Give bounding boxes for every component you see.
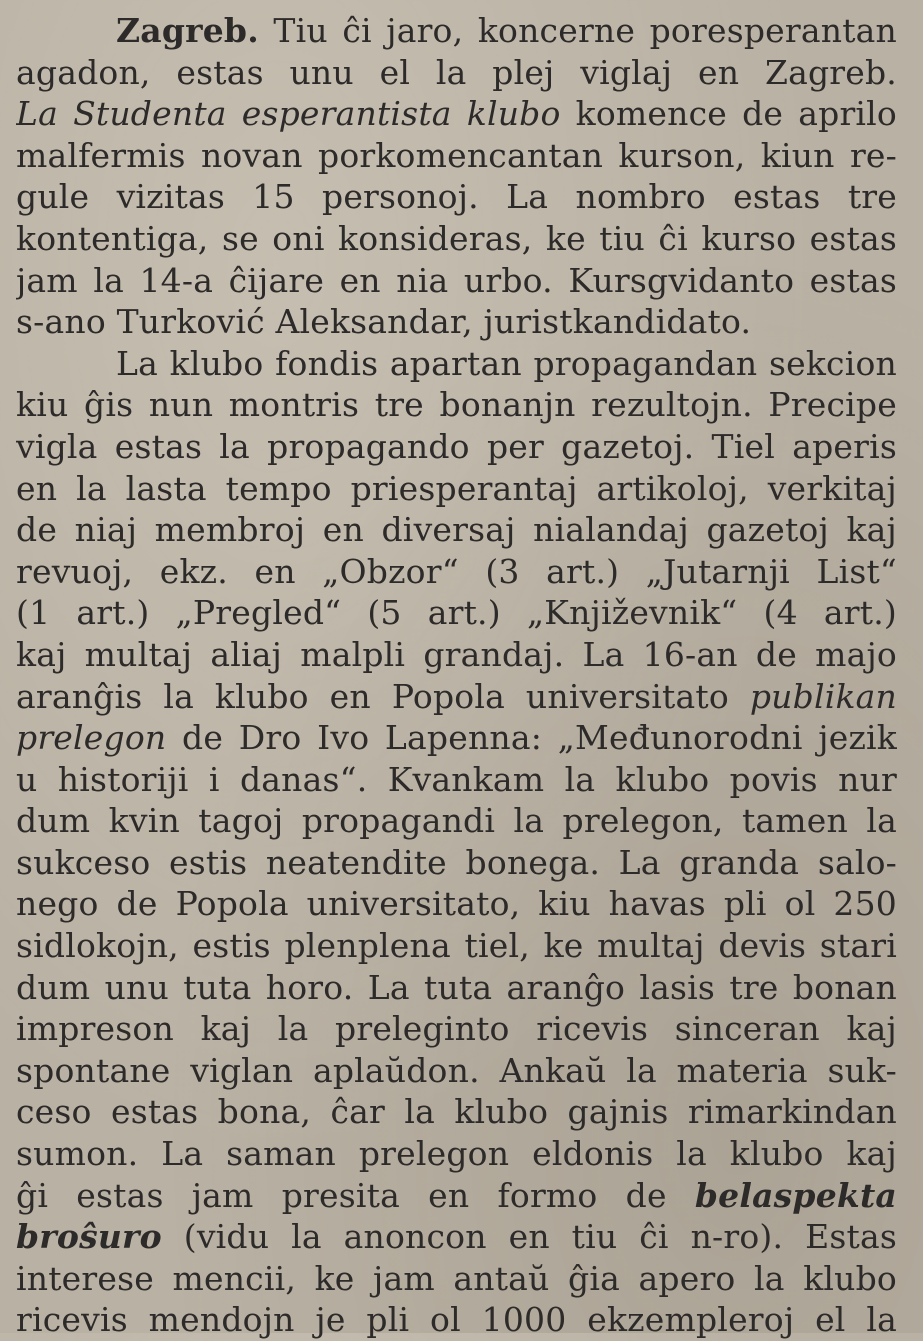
text-segment: ĝi estas jam presita en formo de — [16, 1175, 695, 1215]
text-line — [16, 135, 897, 177]
text-line — [16, 883, 897, 925]
text-line — [16, 384, 897, 426]
text-segment: de Dro Ivo Lapenna: „Međunorodni jezik — [166, 718, 897, 758]
emphasized-text: publikan — [749, 676, 897, 716]
text-line — [16, 260, 897, 302]
text-line — [16, 1216, 897, 1258]
text-segment: spontane viglan aplaŭdon. Ankaŭ la materia suk- — [16, 1050, 897, 1090]
text-segment: revuoj, ekz. en „Obzor“ (3 art.) „Jutarnji List“ — [16, 551, 897, 591]
text-line — [16, 551, 897, 593]
text-segment: u historiji i danas“. Kvankam la klubo povis nur — [16, 759, 897, 799]
text-line — [16, 592, 897, 634]
text-segment: agadon, estas unu el la plej viglaj en Zagreb. — [16, 52, 897, 92]
text-segment: (1 art.) „Pregled“ (5 art.) „Književnik“ (4 art.) — [16, 593, 897, 633]
text-line — [16, 634, 897, 676]
text-segment: malfermis novan porkomencantan kurson, kiun re- — [16, 135, 897, 175]
text-segment: ricevis mendojn je pli ol 1000 ekzempleroj el la — [16, 1300, 897, 1340]
text-segment: kiu ĝis nun montris tre bonanjn rezultojn. Precipe — [16, 385, 897, 425]
text-segment: gule vizitas 15 personoj. La nombro estas tre — [16, 177, 897, 217]
text-segment: impreson kaj la preleginto ricevis sinceran kaj — [16, 1009, 897, 1049]
text-line — [16, 842, 897, 884]
text-segment: sidlokojn, estis plenplena tiel, ke multaj devis stari — [16, 926, 897, 966]
text-line — [16, 1258, 897, 1300]
paragraph-zagreb — [16, 10, 897, 343]
text-line — [16, 343, 897, 385]
text-line — [16, 1008, 897, 1050]
text-line — [16, 800, 897, 842]
text-line — [16, 759, 897, 801]
text-segment: dum kvin tagoj propagandi la prelegon, tamen la — [16, 801, 897, 841]
text-line — [16, 93, 897, 135]
text-line — [16, 1091, 897, 1133]
text-line — [16, 1299, 897, 1341]
emphasized-text: belaspekta — [694, 1175, 897, 1215]
text-line — [16, 301, 897, 343]
text-line — [16, 426, 897, 468]
emphasized-text: broŝuro — [16, 1217, 162, 1257]
text-segment: vigla estas la propagando per gazetoj. Tiel aperis — [16, 426, 897, 466]
text-line — [16, 967, 897, 1009]
text-segment: aranĝis la klubo en Popola universitato — [16, 676, 750, 716]
text-segment: nego de Popola universitato, kiu havas pli ol 250 — [16, 884, 897, 924]
text-segment: en la lasta tempo priesperantaj artikoloj, verkitaj — [16, 468, 897, 508]
text-line — [16, 52, 897, 94]
text-line — [16, 10, 897, 52]
text-segment: dum unu tuta horo. La tuta aranĝo lasis tre bonan — [16, 967, 897, 1007]
text-line — [16, 176, 897, 218]
text-segment: kaj multaj aliaj malpli grandaj. La 16-an de majo — [16, 634, 897, 674]
emphasized-text: prelegon — [16, 718, 167, 758]
text-segment: La klubo fondis apartan propagandan sekcion — [116, 343, 897, 383]
text-segment: s-ano Turković Aleksandar, juristkandidato. — [16, 302, 752, 342]
text-line — [16, 925, 897, 967]
text-line — [16, 509, 897, 551]
text-line — [16, 1050, 897, 1092]
text-line — [16, 1175, 897, 1217]
text-line — [16, 717, 897, 759]
text-segment: (vidu la anoncon en tiu ĉi n-ro). Estas — [161, 1217, 897, 1257]
text-segment: sukceso estis neatendite bonega. La granda salo- — [16, 842, 897, 882]
text-segment: Tiu ĉi jaro, koncerne poresperantan — [273, 11, 897, 50]
text-segment: komence de aprilo — [560, 94, 897, 134]
text-line — [16, 468, 897, 510]
text-segment: ceso estas bona, ĉar la klubo gajnis rimarkindan — [16, 1092, 897, 1132]
text-line — [16, 1133, 897, 1175]
text-segment: jam la 14-a ĉijare en nia urbo. Kursgvidanto estas — [16, 260, 897, 300]
text-segment: kontentiga, se oni konsideras, ke tiu ĉi kurso estas — [16, 218, 897, 258]
text-line — [16, 676, 897, 718]
city-heading: Zagreb. — [116, 11, 259, 50]
text-line — [16, 218, 897, 260]
text-segment: interese mencii, ke jam antaŭ ĝia apero la klubo — [16, 1258, 897, 1298]
text-segment: sumon. La saman prelegon eldonis la klubo kaj — [16, 1134, 897, 1174]
emphasized-text: La Studenta esperantista klubo — [16, 94, 561, 134]
text-segment: de niaj membroj en diversaj nialandaj gazetoj kaj — [16, 510, 897, 550]
news-article — [16, 10, 897, 1341]
paragraph-propaganda — [16, 343, 897, 1341]
